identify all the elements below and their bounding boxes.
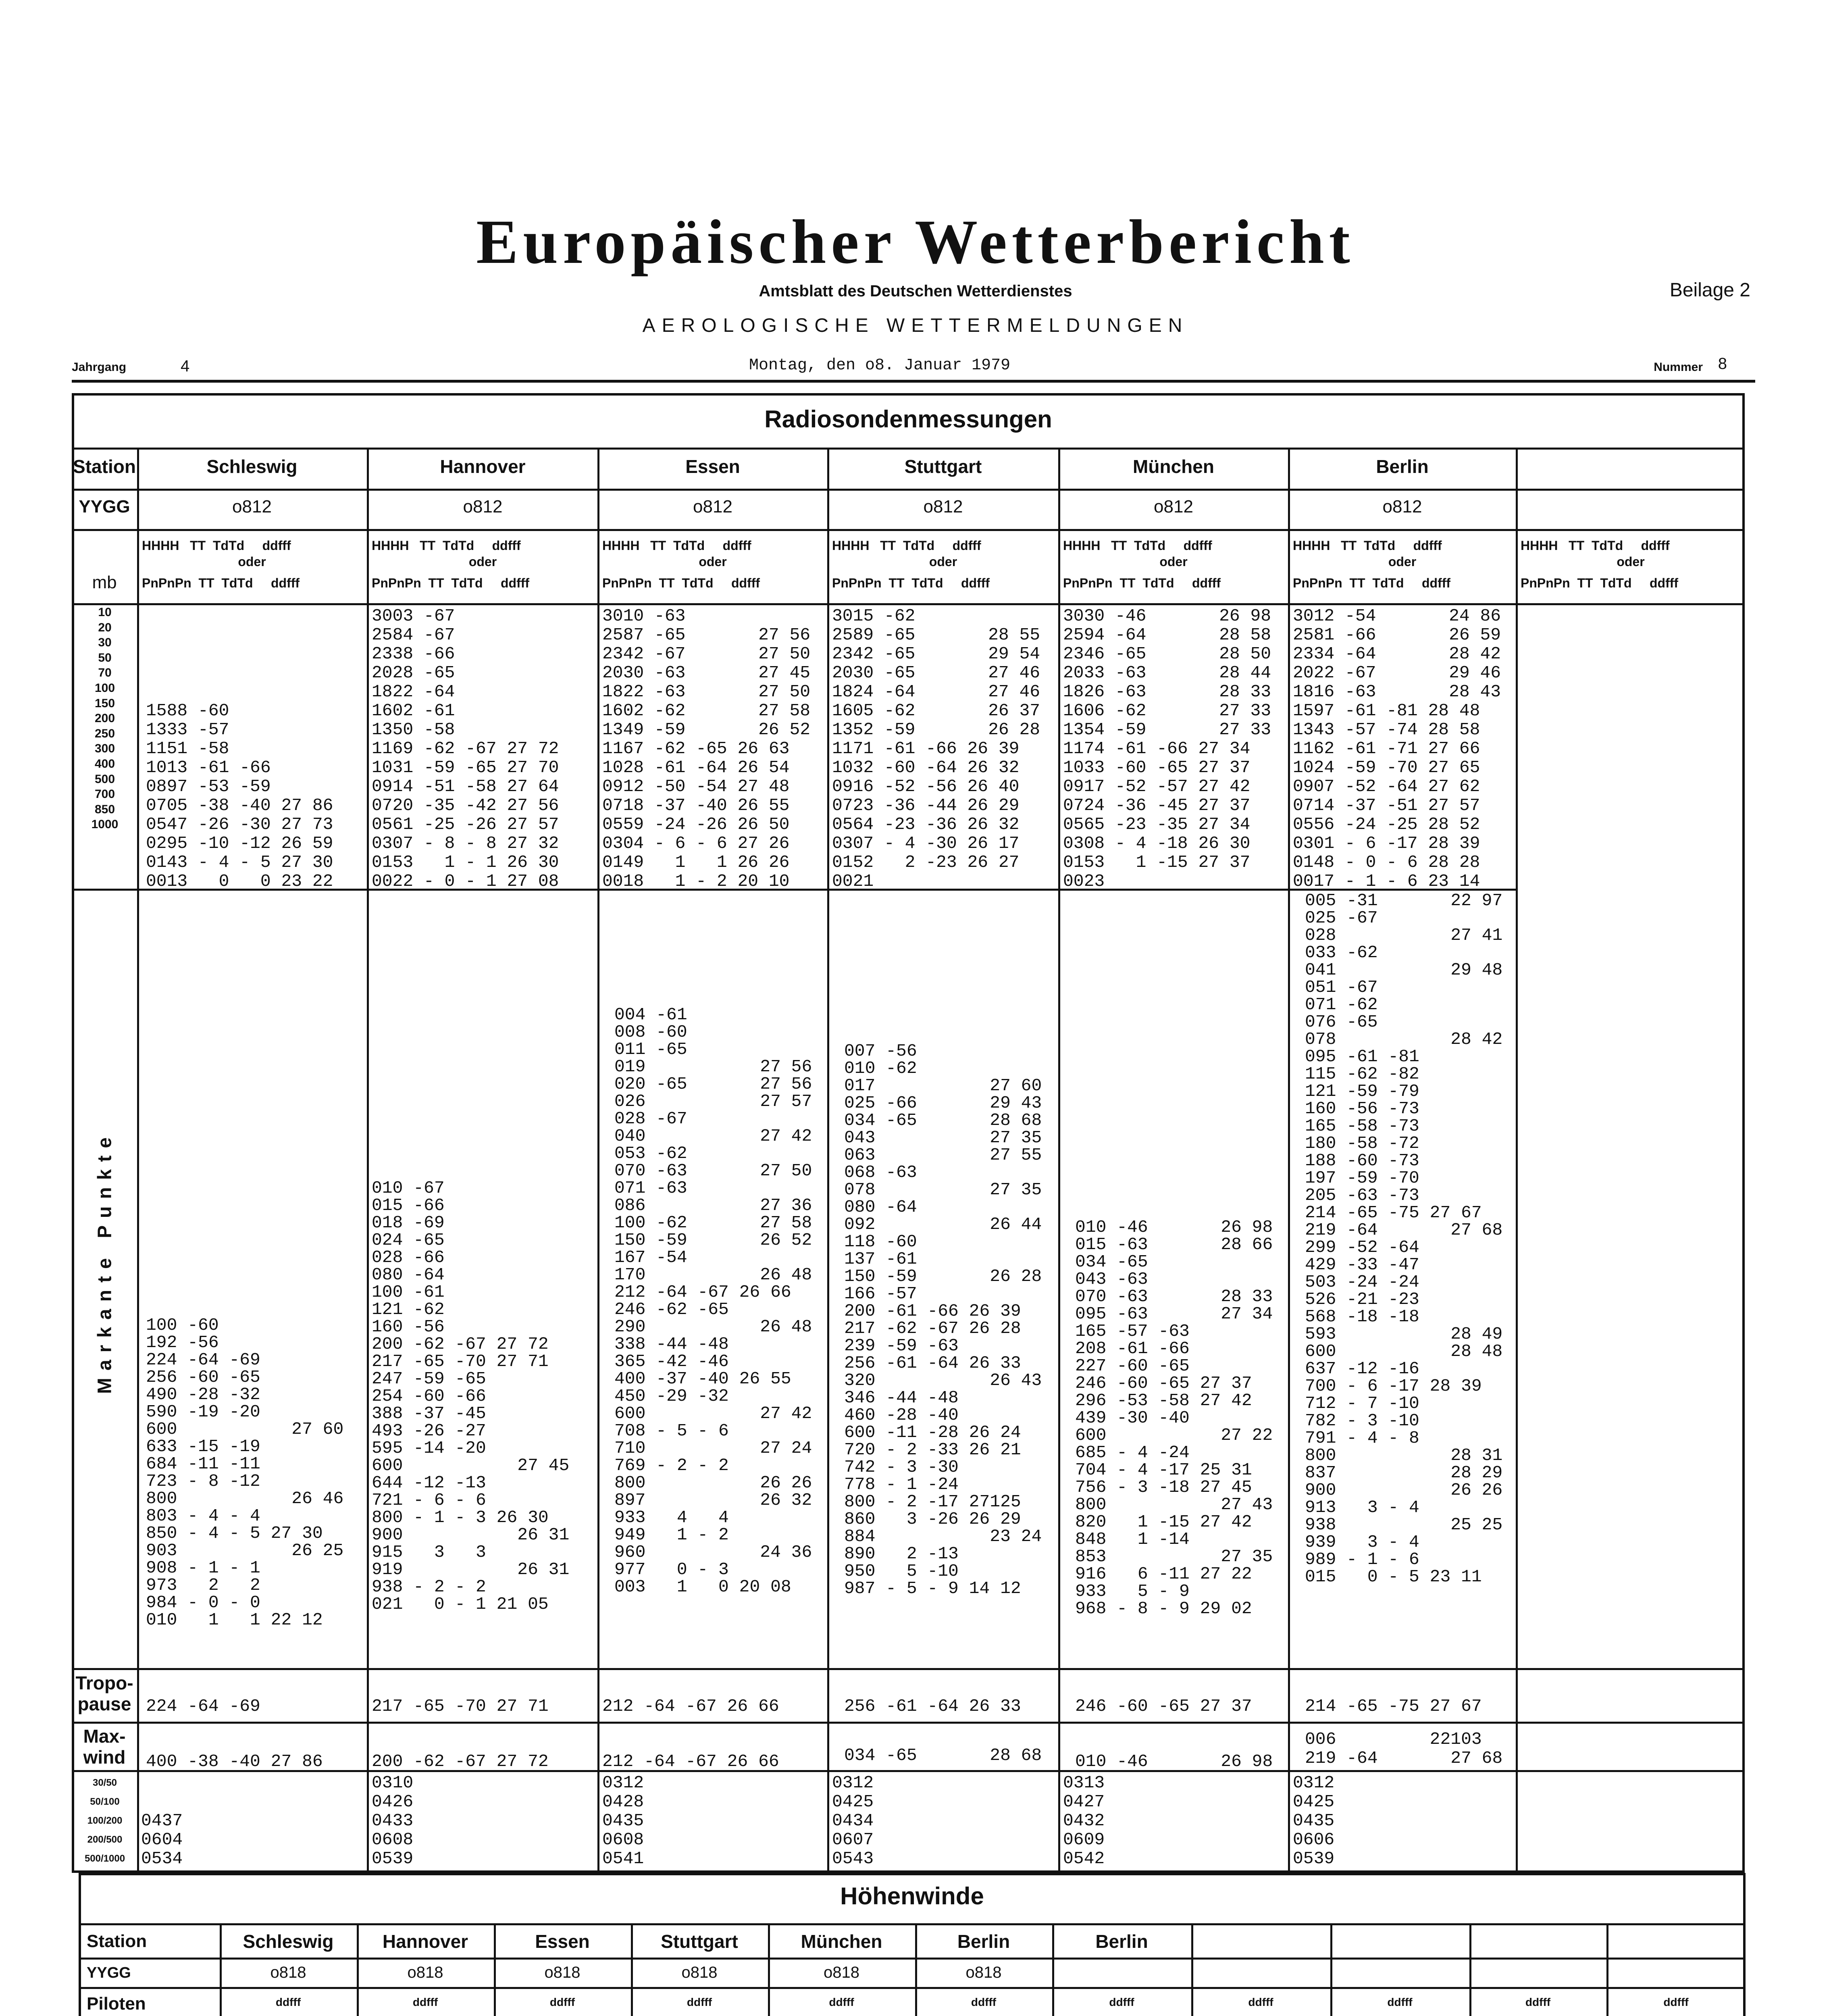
column-header-or: oder [468, 554, 497, 569]
rule [1288, 448, 1290, 1873]
thickness-level: 30/50 [92, 1777, 117, 1788]
station-name: Hannover [440, 456, 526, 477]
level-cell: 250 [94, 727, 115, 740]
piloten-ddfff-header: ddfff [1109, 1996, 1134, 2008]
number-label: Nummer [1654, 360, 1703, 374]
column-header: HHHH TT TdTd ddfff [142, 538, 291, 553]
rule [827, 448, 829, 1873]
column-header: PnPnPn TT TdTd ddfff [832, 576, 990, 590]
station-name: Schleswig [206, 456, 298, 477]
rule [72, 603, 1745, 605]
level-cell: 100 [94, 681, 115, 695]
piloten-ddfff-header: ddfff [1248, 1996, 1273, 2008]
column-header-or: oder [929, 554, 957, 569]
tropopause-data: 212 -64 -67 26 66 [602, 1696, 779, 1716]
tropopause-data: 256 -61 -64 26 33 [844, 1696, 1021, 1716]
marked-points-data: 010 -46 26 98 015 -63 28 66 034 -65 043 -63 070 -63 28 33 095 -63 27 34 165 -57 -63 208 -61 -66 227 -60 -65 246 -60 -65 27 37 296 -53 -58 27 42 439 -30 -40 600 27 22 685 - 4 -24 704 - 4 -17 25 31 756 - 3 -18 27 45 800 27 43 820 1 -15 27 42 848 1 -14 853 27 35 916 6 -11 27 22 933 5 - 9 968 - 8 - 9 29 02 [1075, 1217, 1273, 1618]
piloten-ddfff-header: ddfff [1663, 1996, 1689, 2008]
tropopause-data: 214 -65 -75 27 67 [1305, 1696, 1482, 1716]
marked-points-data: 010 -67 015 -66 018 -69 024 -65 028 -66 080 -64 100 -61 121 -62 160 -56 200 -62 -67 27 72 217 -65 -70 27 71 247 -59 -65 254 -60 -66 388 -37 -45 493 -26 -27 595 -14 -20 600 27 45 644 -12 -13 721 - 6 - 6 800 - 1 - 3 26 30 900 26 31 915 3 3 919 26 31 938 - 2 - 2 021 0 - 1 21 05 [372, 1178, 570, 1614]
column-header-or: oder [1617, 554, 1645, 569]
rule [137, 448, 139, 1873]
tropopause-label: Tropo-pause [75, 1672, 133, 1714]
thickness-data: 0312 0428 0435 0608 0541 [602, 1773, 644, 1868]
maxwind-data: 400 -38 -40 27 86 [146, 1752, 323, 1771]
publisher-subtitle: Amtsblatt des Deutschen Wetterdienstes [759, 282, 1072, 300]
thickness-level: 200/500 [87, 1834, 123, 1845]
rule [79, 1958, 1746, 1960]
maxwind-data: 200 -62 -67 27 72 [372, 1752, 549, 1771]
level-cell: 70 [98, 666, 112, 680]
pressure-levels [73, 605, 137, 832]
volume-number: 4 [181, 357, 190, 375]
station-yygg: o812 [923, 497, 963, 516]
column-header: HHHH TT TdTd ddfff [372, 538, 521, 553]
maxwind-data: 010 -46 26 98 [1075, 1752, 1273, 1771]
column-header-or: oder [238, 554, 266, 569]
supplement-label: Beilage 2 [1669, 279, 1750, 301]
issue-date: Montag, den o8. Januar 1979 [749, 356, 1011, 375]
volume-label: Jahrgang [72, 360, 127, 374]
radiosonde-title: Radiosondenmessungen [764, 406, 1052, 433]
marked-points-data: 007 -56 010 -62 017 27 60 025 -66 29 43 034 -65 28 68 043 27 35 063 27 55 068 -63 078 27 35 080 -64 092 26 44 118 -60 137 -61 150 -59 26 28 166 -57 200 -61 -66 26 39 217 -62 -67 26 28 239 -59 -63 256 -61 -64 26 33 320 26 43 346 -44 -48 460 -28 -40 600 -11 -28 26 24 720 - 2 -33 26 21 742 - 3 -30 778 - 1 -24 800 - 2 -17 27125 860 3 -26 26 29 884 23 24 890 2 -13 950 5 -10 987 - 5 - 9 14 12 [844, 1041, 1042, 1598]
thickness-level: 100/200 [87, 1815, 123, 1826]
column-header: PnPnPn TT TdTd ddfff [142, 576, 300, 590]
wind-station-name: Berlin [1095, 1931, 1148, 1952]
wind-station-label: Station [87, 1931, 147, 1951]
piloten-ddfff-header: ddfff [549, 1996, 575, 2008]
issue-meta-row [72, 355, 1755, 383]
rule [72, 529, 1745, 531]
piloten-ddfff-header: ddfff [275, 1996, 301, 2008]
page-title: Europäischer Wetterbericht [476, 207, 1355, 277]
level-cell: 1000 [91, 818, 119, 831]
wind-station-yygg: o818 [544, 1964, 581, 1981]
rule [72, 489, 1745, 491]
column-header: PnPnPn TT TdTd ddfff [602, 576, 760, 590]
piloten-ddfff-header: ddfff [1525, 1996, 1551, 2008]
level-cell: 200 [94, 712, 115, 725]
column-header: PnPnPn TT TdTd ddfff [372, 576, 530, 590]
thickness-data: 0437 0604 0534 [141, 1811, 183, 1868]
wind-station-yygg: o818 [407, 1964, 443, 1981]
thickness-data: 0313 0427 0432 0609 0542 [1063, 1773, 1105, 1868]
level-cell: 850 [94, 802, 115, 816]
level-cell: 30 [98, 636, 112, 650]
tropopause-data: 217 -65 -70 27 71 [372, 1696, 549, 1716]
wind-station-name: Schleswig [243, 1931, 334, 1952]
column-header: PnPnPn TT TdTd ddfff [1293, 576, 1451, 590]
rule [72, 448, 1745, 450]
thickness-data: 0310 0426 0433 0608 0539 [372, 1773, 414, 1868]
station-name: München [1133, 456, 1214, 477]
level-cell: 10 [98, 606, 112, 619]
column-header-or: oder [699, 554, 727, 569]
level-cell: 150 [94, 696, 115, 710]
column-header: PnPnPn TT TdTd ddfff [1063, 576, 1221, 590]
column-header: HHHH TT TdTd ddfff [1063, 538, 1212, 553]
wind-station-name: Berlin [957, 1931, 1010, 1952]
station-name: Berlin [1376, 456, 1429, 477]
level-cell: 50 [98, 651, 112, 664]
mb-label: mb [92, 573, 117, 592]
standard-levels-data: 3003 -67 2584 -67 2338 -66 2028 -65 1822 -64 1602 -61 1350 -58 1169 -62 -67 27 72 1031 -59 -65 27 70 0914 -51 -58 27 64 0720 -35 -42 27 56 0561 -25 -26 27 57 0307 - 8 - 8 27 32 0153 1 - 1 26 30 0022 - 0 - 1 27 08 [372, 606, 559, 891]
station-label: Station [73, 456, 136, 477]
rule [72, 1722, 1745, 1724]
piloten-label: Piloten [87, 1994, 146, 2014]
standard-levels-data: 1588 -60 1333 -57 1151 -58 1013 -61 -66 0897 -53 -59 0705 -38 -40 27 86 0547 -26 -30 27 73 0295 -10 -12 26 59 0143 - 4 - 5 27 30 0013 0 0 23 22 [146, 701, 333, 891]
wind-station-name: Stuttgart [661, 1931, 738, 1952]
rule [1516, 448, 1518, 1873]
thickness-data: 0312 0425 0435 0606 0539 [1293, 1773, 1335, 1868]
marked-points-data: 005 -31 22 97 025 -67 028 27 41 033 -62 041 29 48 051 -67 071 -62 076 -65 078 28 42 095 -61 -81 115 -62 -82 121 -59 -79 160 -56 -73 165 -58 -73 180 -58 -72 188 -60 -73 197 -59 -70 205 -63 -73 214 -65 -75 27 67 219 -64 27 68 299 -52 -64 429 -33 -47 503 -24 -24 526 -21 -23 568 -18 -18 593 28 49 600 28 48 637 -12 -16 700 - 6 -17 28 39 712 - 7 -10 782 - 3 -10 791 - 4 - 8 800 28 31 837 28 29 900 26 26 913 3 - 4 938 25 25 939 3 - 4 989 - 1 - 6 015 0 - 5 23 11 [1305, 891, 1503, 1587]
piloten-ddfff-header: ddfff [1387, 1996, 1413, 2008]
station-name: Essen [685, 456, 740, 477]
yygg-label: YYGG [79, 497, 130, 516]
station-yygg: o812 [693, 497, 732, 516]
wind-station-name: Hannover [382, 1931, 468, 1952]
station-yygg: o812 [1382, 497, 1422, 516]
station-yygg: o812 [463, 497, 503, 516]
maxwind-data: 212 -64 -67 26 66 [602, 1752, 779, 1771]
rule [1058, 448, 1060, 1873]
level-cell: 20 [98, 621, 112, 634]
marked-points-text: Markante Punkte [94, 1130, 116, 1394]
piloten-ddfff-header: ddfff [412, 1996, 438, 2008]
standard-levels-data: 3012 -54 24 86 2581 -66 26 59 2334 -64 28 42 2022 -67 29 46 1816 -63 28 43 1597 -61 -81 28 48 1343 -57 -74 28 58 1162 -61 -71 27 66 1024 -59 -70 27 65 0907 -52 -64 27 62 0714 -37 -51 27 57 0556 -24 -25 28 52 0301 - 6 -17 28 39 0148 - 0 - 6 28 28 0017 - 1 - 6 23 14 [1293, 606, 1501, 891]
rule [79, 1923, 1746, 1925]
wind-station-yygg: o818 [681, 1964, 718, 1981]
maxwind-data: 006 22103 219 -64 27 68 [1305, 1729, 1503, 1768]
rule [72, 1668, 1745, 1670]
wind-station-yygg: o818 [824, 1964, 859, 1981]
piloten-ddfff-header: ddfff [687, 1996, 712, 2008]
piloten-ddfff-header: ddfff [971, 1996, 997, 2008]
level-cell: 700 [94, 787, 115, 801]
wind-station-name: München [801, 1931, 882, 1952]
section-title: AEROLOGISCHE WETTERMELDUNGEN [642, 315, 1189, 336]
thickness-levels [73, 1773, 137, 1868]
piloten-ddfff-header: ddfff [829, 1996, 854, 2008]
station-yygg: o812 [232, 497, 272, 516]
level-cell: 300 [94, 742, 115, 756]
column-header: HHHH TT TdTd ddfff [602, 538, 751, 553]
issue-number: 8 [1718, 355, 1727, 373]
upper-winds-title: Höhenwinde [840, 1883, 984, 1910]
marked-points-label [91, 1130, 119, 1394]
marked-points-data: 004 -61 008 -60 011 -65 019 27 56 020 -65 27 56 026 27 57 028 -67 040 27 42 053 -62 070 -63 27 50 071 -63 086 27 36 100 -62 27 58 150 -59 26 52 167 -54 170 26 48 212 -64 -67 26 66 246 -62 -65 290 26 48 338 -44 -48 365 -42 -46 400 -37 -40 26 55 450 -29 -32 600 27 42 708 - 5 - 6 710 27 24 769 - 2 - 2 800 26 26 897 26 32 933 4 4 949 1 - 2 960 24 36 977 0 - 3 003 1 0 20 08 [614, 1005, 812, 1597]
wind-station-yygg: o818 [965, 1964, 1002, 1981]
marked-points-data: 100 -60 192 -56 224 -64 -69 256 -60 -65 490 -28 -32 590 -19 -20 600 27 60 633 -15 -19 684 -11 -11 723 - 8 -12 800 26 46 803 - 4 - 4 850 - 4 - 5 27 30 903 26 25 908 - 1 - 1 973 2 2 984 - 0 - 0 010 1 1 22 12 [146, 1315, 344, 1630]
thickness-level: 50/100 [90, 1796, 120, 1807]
column-header: HHHH TT TdTd ddfff [832, 538, 981, 553]
column-header: HHHH TT TdTd ddfff [1521, 538, 1670, 553]
rule [597, 448, 599, 1873]
level-cell: 400 [94, 757, 115, 771]
column-header: HHHH TT TdTd ddfff [1293, 538, 1442, 553]
tropopause-data: 224 -64 -69 [146, 1696, 260, 1716]
maxwind-data: 034 -65 28 68 [844, 1745, 1042, 1765]
wind-station-yygg: o818 [270, 1964, 306, 1981]
station-yygg: o812 [1154, 497, 1193, 516]
rule [367, 448, 369, 1873]
wind-yygg-label: YYGG [87, 1964, 131, 1981]
maxwind-label: Max-wind [83, 1726, 126, 1768]
level-cell: 500 [94, 772, 115, 786]
column-header: PnPnPn TT TdTd ddfff [1521, 576, 1679, 590]
tropopause-data: 246 -60 -65 27 37 [1075, 1696, 1252, 1716]
column-header-or: oder [1159, 554, 1188, 569]
station-name: Stuttgart [904, 456, 982, 477]
rule [79, 1987, 1746, 1989]
wind-station-name: Essen [535, 1931, 590, 1952]
column-header-or: oder [1388, 554, 1417, 569]
thickness-data: 0312 0425 0434 0607 0543 [832, 1773, 874, 1868]
standard-levels-data: 3030 -46 26 98 2594 -64 28 58 2346 -65 28 50 2033 -63 28 44 1826 -63 28 33 1606 -62 27 33 1354 -59 27 33 1174 -61 -66 27 34 1033 -60 -65 27 37 0917 -52 -57 27 42 0724 -36 -45 27 37 0565 -23 -35 27 34 0308 - 4 -18 26 30 0153 1 -15 27 37 0023 [1063, 606, 1271, 891]
standard-levels-data: 3015 -62 2589 -65 28 55 2342 -65 29 54 2030 -65 27 46 1824 -64 27 46 1605 -62 26 37 1352 -59 26 28 1171 -61 -66 26 39 1032 -60 -64 26 32 0916 -52 -56 26 40 0723 -36 -44 26 29 0564 -23 -36 26 32 0307 - 4 -30 26 17 0152 2 -23 26 27 0021 [832, 606, 1040, 891]
standard-levels-data: 3010 -63 2587 -65 27 56 2342 -67 27 50 2030 -63 27 45 1822 -63 27 50 1602 -62 27 58 1349 -59 26 52 1167 -62 -65 26 63 1028 -61 -64 26 54 0912 -50 -54 27 48 0718 -37 -40 26 55 0559 -24 -26 26 50 0304 - 6 - 6 27 26 0149 1 1 26 26 0018 1 - 2 20 10 [602, 606, 811, 891]
thickness-level: 500/1000 [84, 1853, 125, 1864]
